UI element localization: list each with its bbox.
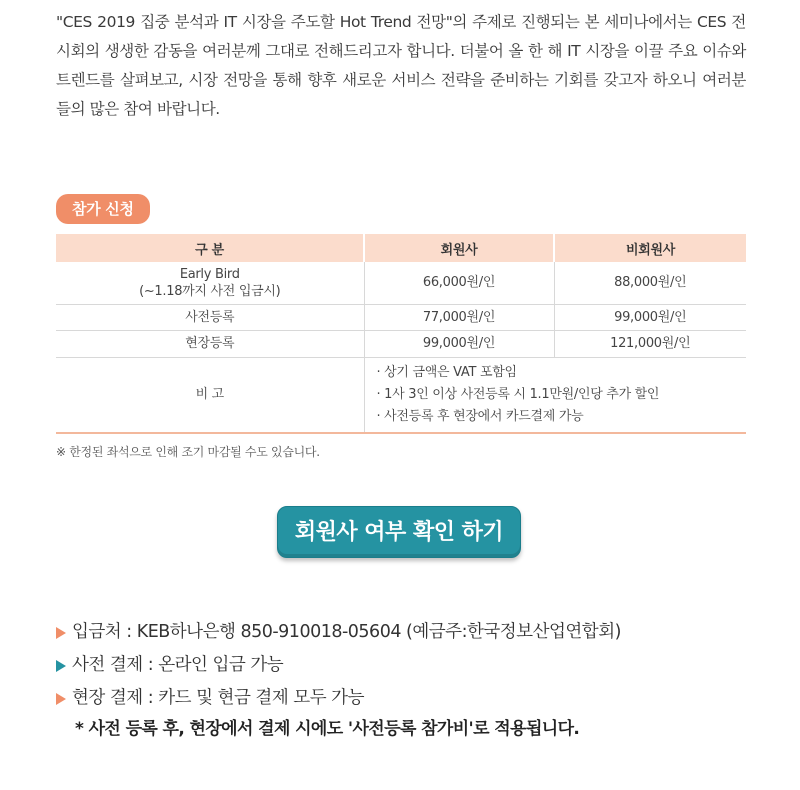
row-member-price: 66,000원/인 [364, 262, 554, 304]
table-row [56, 330, 746, 357]
row-category: 현장등록 [56, 330, 364, 357]
payment-info-list [56, 616, 756, 715]
payment-info-onsite-text: 현장 결제 : 카드 및 현금 결제 모두 가능 [72, 688, 364, 708]
remark-item: · 1사 3인 이상 사전등록 시 1.1만원/인당 추가 할인 [376, 386, 660, 402]
row-member-price: 99,000원/인 [364, 330, 554, 357]
seating-footnote: ※ 한정된 좌석으로 인해 조기 마감될 수도 있습니다. [56, 445, 320, 459]
row-category-line2: (~1.18까지 사전 입금시) [139, 283, 281, 299]
row-member-price: 77,000원/인 [364, 304, 554, 330]
table-row-remarks [56, 357, 746, 433]
payment-info-deposit [56, 616, 756, 649]
header-category: 구 분 [56, 234, 364, 262]
fee-table-header-row [56, 234, 746, 262]
row-category: 사전등록 [56, 304, 364, 330]
payment-info-prepay-text: 사전 결제 : 온라인 입금 가능 [72, 655, 284, 675]
payment-info-prepay [56, 649, 756, 682]
header-nonmember: 비회원사 [554, 234, 746, 262]
fee-table [56, 234, 746, 434]
row-category-line1: Early Bird [179, 266, 240, 282]
row-nonmember-price: 121,000원/인 [554, 330, 746, 357]
remark-item: · 상기 금액은 VAT 포함임 [376, 364, 517, 380]
payment-info-deposit-text: 입금처 : KEB하나은행 850-910018-05604 (예금주:한국정보산업연합회) [72, 622, 621, 642]
table-row [56, 304, 746, 330]
remarks-label: 비 고 [56, 357, 364, 433]
check-membership-button[interactable]: 회원사 여부 확인 하기 [277, 506, 521, 558]
remark-item: · 사전등록 후 현장에서 카드결제 가능 [376, 408, 584, 424]
triangle-bullet-icon [56, 627, 66, 639]
triangle-bullet-icon [56, 660, 66, 672]
table-row [56, 262, 746, 304]
row-category [56, 262, 364, 304]
payment-note: * 사전 등록 후, 현장에서 결제 시에도 '사전등록 참가비'로 적용됩니다. [75, 719, 580, 739]
section-label-registration: 참가 신청 [56, 194, 150, 224]
triangle-bullet-icon [56, 693, 66, 705]
intro-paragraph: "CES 2019 집중 분석과 IT 시장을 주도할 Hot Trend 전망"의 주제로 진행되는 본 세미나에서는 CES 전시회의 생생한 감동을 여러분께 그대로 전해드리고자 합니다. 더불어 올 한 해 IT 시장을 이끌 주요 이슈와 트렌드를 살펴보고, 시장 전망을 통해 향후 새로운 서비스 전략을 준비하는 기회를 갖고자 하오니 여러분들의 많은 참여 바랍니다. [56, 13, 746, 118]
payment-info-onsite [56, 682, 756, 715]
header-member: 회원사 [364, 234, 554, 262]
row-nonmember-price: 88,000원/인 [554, 262, 746, 304]
row-nonmember-price: 99,000원/인 [554, 304, 746, 330]
remarks-list [364, 357, 746, 433]
